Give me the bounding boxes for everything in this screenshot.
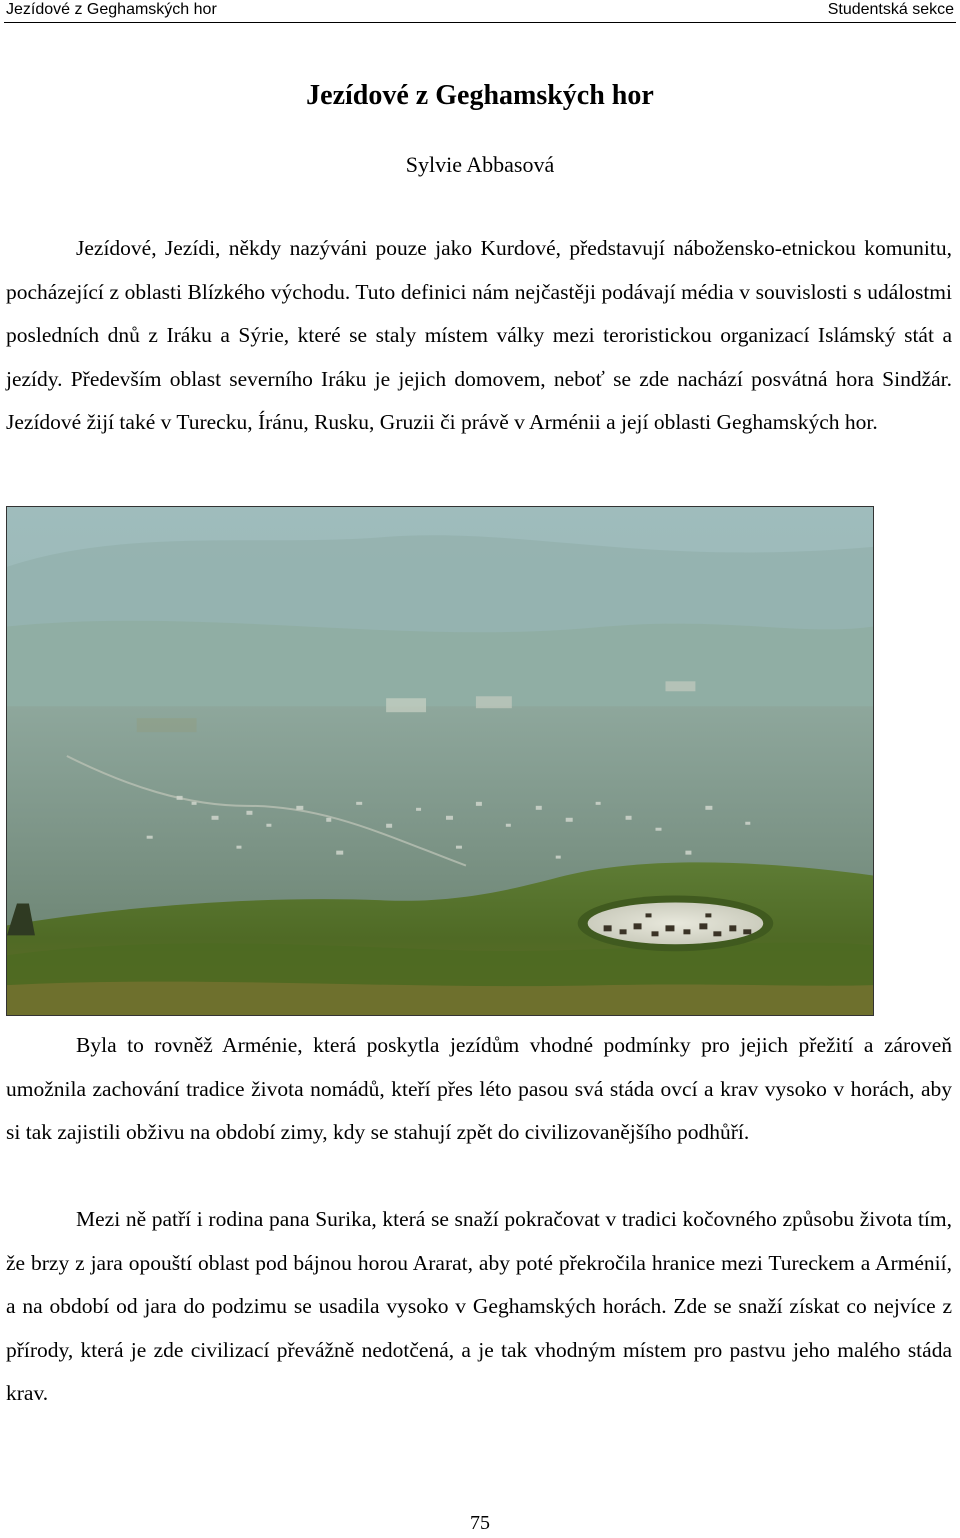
article-title: Jezídové z Geghamských hor <box>306 80 654 111</box>
header-journal-title: Jezídové z Geghamských hor <box>6 1 217 18</box>
paragraph-intro: Jezídové, Jezídi, někdy nazýváni pouze jako Kurdové, představují nábožensko-etnickou komunitu, pocházející z oblasti Blízkého východu. Tuto definici nám nejčastěji podávají média v souvislosti s událostmi posledních dnů z Iráku a Sýrie, které se staly místem války mezi teroristickou organizací Islámský stát a jezídy. Především oblast severního Iráku je jejich domovem, neboť se zde nachází posvátná hora Sindžár. Jezídové žijí také v Turecku, Íránu, Rusku, Gruzii či právě v Arménii a její oblasti Geghamských hor. <box>6 236 952 434</box>
paragraph-armenia: Byla to rovněž Arménie, která poskytla jezídům vhodné podmínky pro jejich přežití a zároveň umožnila zachování tradice života nomádů, kteří přes léto pasou svá stáda ovcí a krav vysoko v horách, aby si tak zajistili obživu na období zimy, kdy se stahují zpět do civilizovanějšího podhůří. <box>6 1033 952 1144</box>
header-rule <box>4 22 956 23</box>
header-section-name: Studentská sekce <box>827 1 954 18</box>
article-author: Sylvie Abbasová <box>405 152 555 177</box>
paragraph-surik-family: Mezi ně patří i rodina pana Surika, která se snaží pokračovat v tradici kočovného způsobu života tím, že brzy z jara opouští oblast pod bájnou horou Ararat, aby poté překročila hranice mezi Tureckem a Arménií, a na období od jara do podzimu se usadila vysoko v Geghamských horách. Zde se snaží získat co nejvíce z přírody, která je zde civilizací převážně nedotčená, a je tak vhodným místem pro pastvu jeho malého stáda krav. <box>6 1207 952 1405</box>
page-number: 75 <box>470 1512 490 1534</box>
running-header <box>0 0 960 22</box>
landscape-photo <box>6 506 874 1016</box>
